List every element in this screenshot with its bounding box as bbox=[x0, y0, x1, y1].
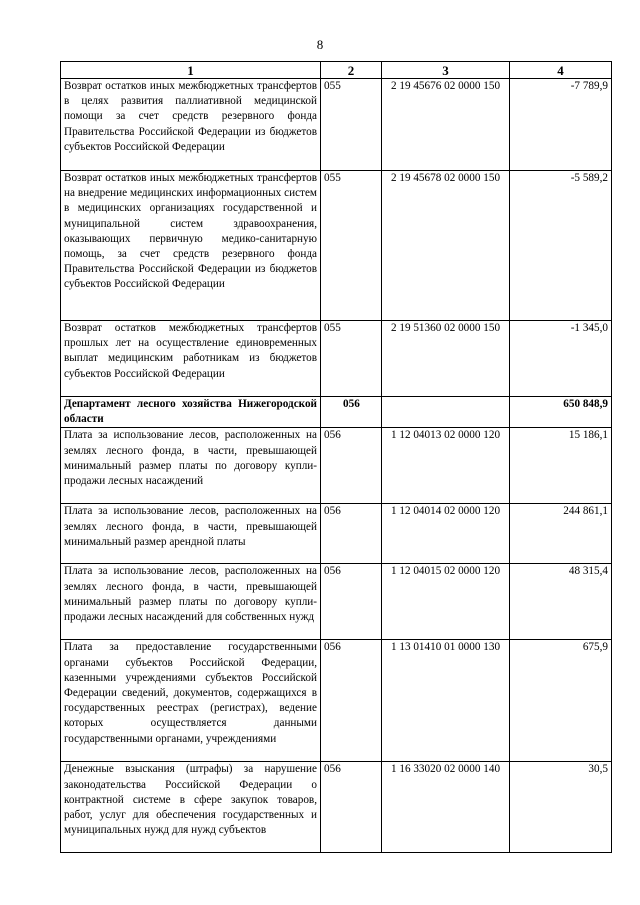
amount-cell: 15 186,1 bbox=[510, 428, 612, 504]
budget-code-cell: 1 12 04014 02 0000 120 bbox=[382, 504, 510, 564]
income-name-cell: Плата за использование лесов, расположенных на землях лесного фонда, в части, превышающей минимальный размер арендной платы bbox=[61, 504, 321, 564]
amount-cell: 48 315,4 bbox=[510, 564, 612, 640]
column-header-3: 3 bbox=[382, 62, 510, 79]
budget-code-cell: 2 19 45676 02 0000 150 bbox=[382, 79, 510, 171]
income-name-cell: Плата за предоставление государственными органами субъектов Российской Федерации, казенными учреждениями субъектов Российской Федерации сведений, документов, содержащихся в государственных реестрах (регистрах), ведение которых осуществляется данными государственными органами, учреждениями bbox=[61, 640, 321, 762]
income-name-cell: Возврат остатков межбюджетных трансфертов прошлых лет на осуществление единовременных выплат медицинским работникам из бюджетов субъектов Российской Федерации bbox=[61, 321, 321, 397]
admin-code-cell: 056 bbox=[321, 640, 382, 762]
amount-cell: -1 345,0 bbox=[510, 321, 612, 397]
budget-code-cell bbox=[382, 397, 510, 428]
admin-code-cell: 056 bbox=[321, 564, 382, 640]
income-name-cell: Департамент лесного хозяйства Нижегородской области bbox=[61, 397, 321, 428]
amount-cell: 30,5 bbox=[510, 762, 612, 853]
budget-code-cell: 1 16 33020 02 0000 140 bbox=[382, 762, 510, 853]
column-header-4: 4 bbox=[510, 62, 612, 79]
table-row bbox=[61, 428, 612, 504]
budget-code-cell: 1 12 04015 02 0000 120 bbox=[382, 564, 510, 640]
table-row bbox=[61, 762, 612, 853]
table-row bbox=[61, 397, 612, 428]
amount-cell: 244 861,1 bbox=[510, 504, 612, 564]
admin-code-cell: 056 bbox=[321, 397, 382, 428]
revenue-table bbox=[60, 61, 612, 853]
column-header-2: 2 bbox=[321, 62, 382, 79]
budget-code-cell: 1 13 01410 01 0000 130 bbox=[382, 640, 510, 762]
budget-code-cell: 2 19 45678 02 0000 150 bbox=[382, 171, 510, 321]
table-row bbox=[61, 640, 612, 762]
table-row bbox=[61, 504, 612, 564]
admin-code-cell: 056 bbox=[321, 762, 382, 853]
amount-cell: 675,9 bbox=[510, 640, 612, 762]
amount-cell: -7 789,9 bbox=[510, 79, 612, 171]
table-body bbox=[61, 79, 612, 853]
admin-code-cell: 055 bbox=[321, 79, 382, 171]
table-header-row bbox=[61, 62, 612, 79]
income-name-cell: Возврат остатков иных межбюджетных трансфертов в целях развития паллиативной медицинской помощи за счет средств резервного фонда Правительства Российской Федерации из бюджетов субъектов Российской Федерации bbox=[61, 79, 321, 171]
table-row bbox=[61, 171, 612, 321]
admin-code-cell: 055 bbox=[321, 321, 382, 397]
page-number: 8 bbox=[316, 37, 324, 52]
income-name-cell: Возврат остатков иных межбюджетных трансфертов на внедрение медицинских информационных систем в медицинских организациях государственной и муниципальной систем здравоохранения, оказывающих первичную медико-санитарную помощь, за счет средств резервного фонда Правительства Российской Федерации из бюджетов субъектов Российской Федерации bbox=[61, 171, 321, 321]
table-row bbox=[61, 564, 612, 640]
admin-code-cell: 056 bbox=[321, 428, 382, 504]
admin-code-cell: 055 bbox=[321, 171, 382, 321]
income-name-cell: Денежные взыскания (штрафы) за нарушение законодательства Российской Федерации о контрактной системе в сфере закупок товаров, работ, услуг для обеспечения государственных и муниципальных нужд для нужд субъектов bbox=[61, 762, 321, 853]
column-header-1: 1 bbox=[61, 62, 321, 79]
income-name-cell: Плата за использование лесов, расположенных на землях лесного фонда, в части, превышающей минимальный размер платы по договору купли-продажи лесных насаждений для собственных нужд bbox=[61, 564, 321, 640]
income-name-cell: Плата за использование лесов, расположенных на землях лесного фонда, в части, превышающей минимальный размер платы по договору купли-продажи лесных насаждений bbox=[61, 428, 321, 504]
admin-code-cell: 056 bbox=[321, 504, 382, 564]
budget-code-cell: 1 12 04013 02 0000 120 bbox=[382, 428, 510, 504]
amount-cell: 650 848,9 bbox=[510, 397, 612, 428]
amount-cell: -5 589,2 bbox=[510, 171, 612, 321]
budget-code-cell: 2 19 51360 02 0000 150 bbox=[382, 321, 510, 397]
table-row bbox=[61, 79, 612, 171]
table-row bbox=[61, 321, 612, 397]
